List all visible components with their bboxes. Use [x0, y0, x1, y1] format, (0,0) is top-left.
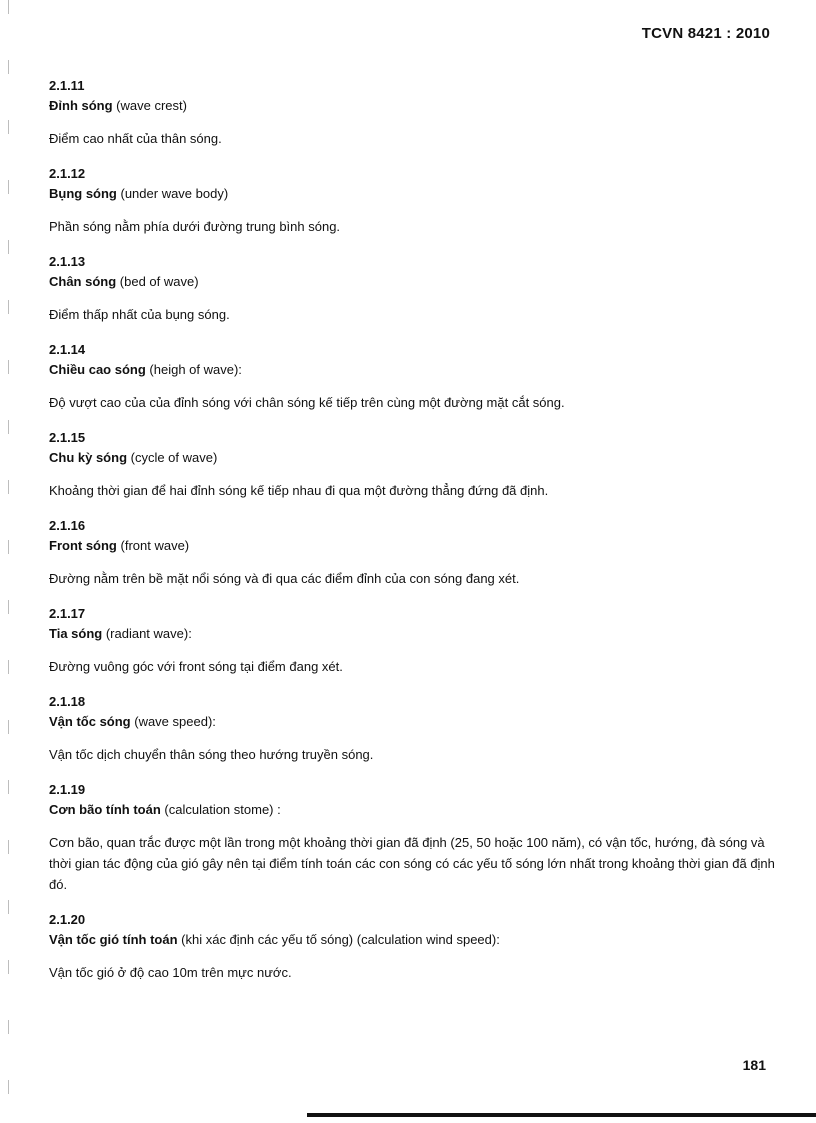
scan-edge-artifact — [8, 0, 9, 1123]
term-definition: Vận tốc gió ở độ cao 10m trên mực nước. — [49, 965, 292, 980]
standard-code-header: TCVN 8421 : 2010 — [641, 25, 770, 42]
term-definition: Phần sóng nằm phía dưới đường trung bình sóng. — [49, 219, 341, 234]
term-definition: Khoảng thời gian để hai đỉnh sóng kế tiếp nhau đi qua một đường thẳng đứng đã định. — [49, 483, 549, 498]
term-title — [49, 360, 789, 379]
term-title — [49, 448, 789, 467]
term-title — [49, 184, 789, 203]
definition-entry — [49, 76, 789, 149]
term-number: 2.1.12 — [49, 166, 86, 181]
term-title — [49, 272, 789, 291]
term-name: Front sóng — [49, 538, 117, 553]
term-definition: Cơn bão, quan trắc được một lần trong một khoảng thời gian đã định (25, 50 hoặc 100 năm), có vận tốc, hướng, đà sóng và thời gian tác động của gió gây nên tại điểm tính toán các con sóng có các yếu tố sóng lớn nhất trong khoảng thời gian đã định đó. — [49, 835, 775, 892]
page-number: 181 — [742, 1057, 766, 1073]
term-english: (radiant wave): — [102, 626, 192, 641]
term-name: Chân sóng — [49, 274, 117, 289]
term-name: Đỉnh sóng — [49, 98, 113, 113]
term-number: 2.1.19 — [49, 782, 86, 797]
term-english: (under wave body) — [116, 186, 229, 201]
term-definition: Điểm cao nhất của thân sóng. — [49, 131, 222, 146]
term-name: Chiều cao sóng — [49, 362, 146, 377]
term-title — [49, 96, 789, 115]
term-english: (wave crest) — [112, 98, 187, 113]
term-name: Bụng sóng — [49, 186, 117, 201]
term-english: (bed of wave) — [116, 274, 199, 289]
term-number: 2.1.20 — [49, 912, 86, 927]
term-english: (front wave) — [116, 538, 190, 553]
term-name: Cơn bão tính toán — [49, 802, 161, 817]
term-english: (khi xác định các yếu tố sóng) (calculation wind speed): — [177, 932, 500, 947]
term-english: (calculation stome) : — [160, 802, 281, 817]
definition-entry — [49, 910, 789, 983]
term-english: (wave speed): — [130, 714, 216, 729]
term-definition: Điểm thấp nhất của bụng sóng. — [49, 307, 230, 322]
definition-entry — [49, 428, 789, 501]
term-title — [49, 800, 789, 819]
term-name: Vận tốc gió tính toán — [49, 932, 178, 947]
term-title — [49, 930, 789, 949]
definitions-list — [49, 76, 789, 998]
term-name: Chu kỳ sóng — [49, 450, 128, 465]
term-number: 2.1.18 — [49, 694, 86, 709]
term-definition: Độ vượt cao của của đỉnh sóng với chân sóng kế tiếp trên cùng một đường mặt cắt sóng. — [49, 395, 565, 410]
term-number: 2.1.15 — [49, 430, 86, 445]
term-number: 2.1.14 — [49, 342, 86, 357]
definition-entry — [49, 604, 789, 677]
term-english: (heigh of wave): — [145, 362, 242, 377]
term-english: (cycle of wave) — [127, 450, 218, 465]
term-title — [49, 536, 789, 555]
term-number: 2.1.16 — [49, 518, 86, 533]
definition-entry — [49, 516, 789, 589]
term-definition: Đường nằm trên bề mặt nổi sóng và đi qua các điểm đỉnh của con sóng đang xét. — [49, 571, 520, 586]
bottom-rule — [307, 1113, 816, 1117]
term-number: 2.1.13 — [49, 254, 86, 269]
definition-entry — [49, 164, 789, 237]
term-definition: Vận tốc dịch chuyển thân sóng theo hướng truyền sóng. — [49, 747, 374, 762]
definition-entry — [49, 780, 789, 895]
term-definition: Đường vuông góc với front sóng tại điểm đang xét. — [49, 659, 343, 674]
term-title — [49, 712, 789, 731]
term-name: Vận tốc sóng — [49, 714, 131, 729]
term-number: 2.1.17 — [49, 606, 86, 621]
definition-entry — [49, 252, 789, 325]
definition-entry — [49, 340, 789, 413]
term-title — [49, 624, 789, 643]
definition-entry — [49, 692, 789, 765]
term-name: Tia sóng — [49, 626, 103, 641]
term-number: 2.1.11 — [49, 78, 85, 93]
